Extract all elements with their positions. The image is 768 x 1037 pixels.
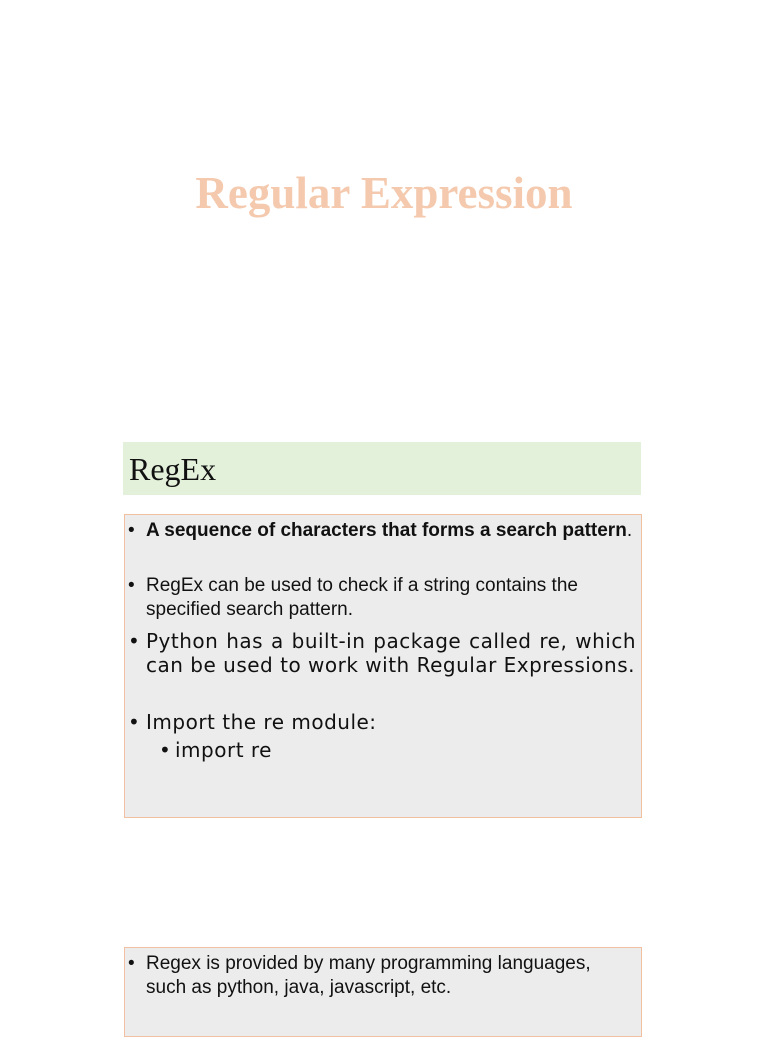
sub-bullet-item	[159, 738, 629, 762]
bullet-marker: •	[159, 738, 172, 762]
section-heading-box	[123, 442, 641, 495]
bullet-marker: •	[128, 953, 135, 974]
bullet-text: Python has a built-in package called re, which can be used to work with Regular Expressions.	[146, 629, 636, 677]
bullet-marker: •	[128, 710, 141, 734]
bullet-text: Import the re module:	[146, 710, 377, 734]
sub-bullet-text: import re	[175, 738, 272, 762]
bullet-item	[128, 519, 636, 543]
bullet-item	[128, 629, 636, 677]
bullet-text: RegEx can be used to check if a string contains the specified search pattern.	[146, 575, 578, 620]
bullet-item	[128, 710, 636, 734]
bullet-marker: •	[128, 520, 135, 541]
section-heading: RegEx	[129, 451, 217, 487]
bullet-item	[128, 574, 636, 622]
bullet-text	[128, 519, 636, 543]
bullet-bold-text: A sequence of characters that forms a search pattern	[146, 520, 627, 541]
bullet-marker: •	[128, 575, 135, 596]
bullet-item	[128, 952, 636, 1000]
bullet-text: Regex is provided by many programming languages, such as python, java, javascript, etc.	[146, 953, 591, 998]
bullet-marker: •	[128, 629, 141, 653]
bullet-text-tail: .	[626, 520, 633, 541]
page-title: Regular Expression	[195, 168, 573, 218]
content-box	[124, 514, 642, 818]
